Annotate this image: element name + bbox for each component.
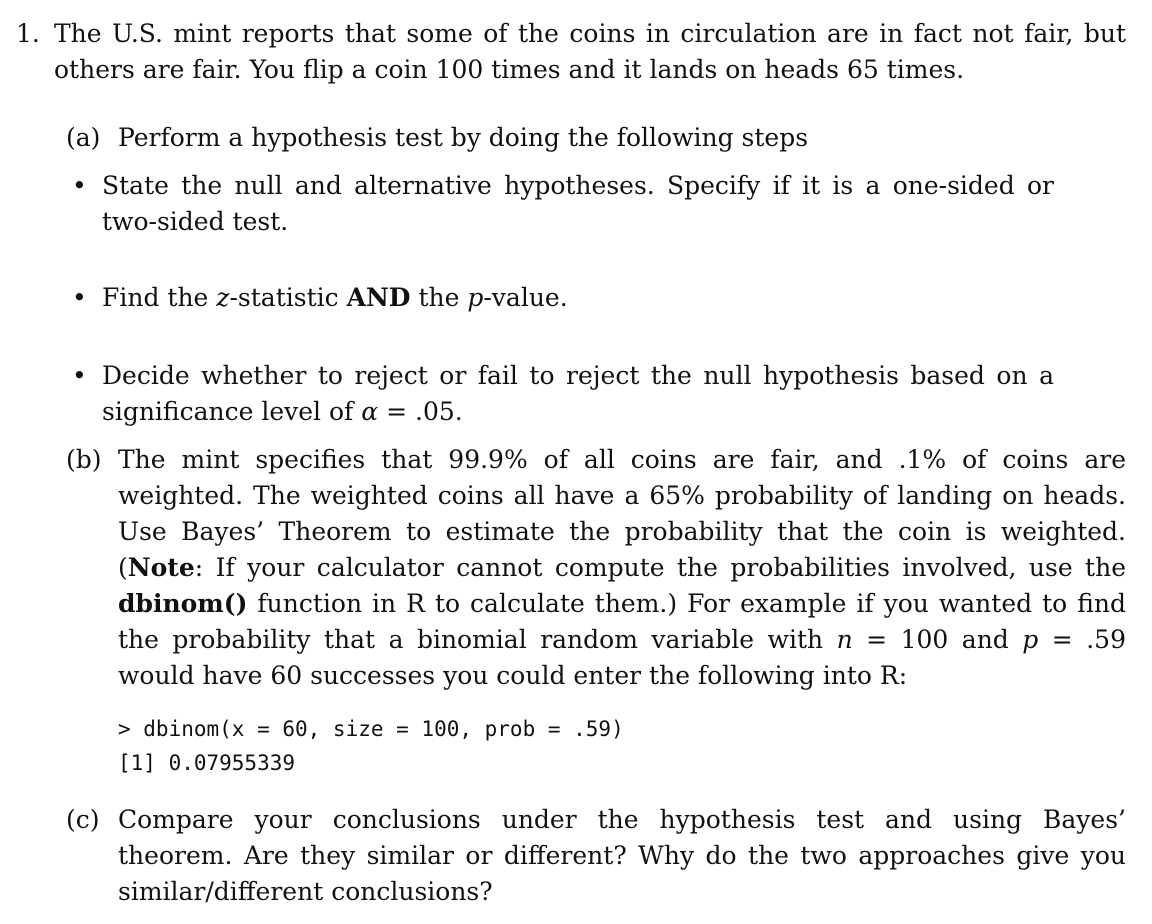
part-a-label: (a) <box>66 123 101 152</box>
math-var-p: p <box>1022 625 1039 654</box>
text-segment: = 100 and <box>852 625 1023 654</box>
text-segment: -value. <box>483 283 568 312</box>
text-segment: -statistic <box>229 283 347 312</box>
part-c <box>66 802 1126 910</box>
problem-intro: The U.S. mint reports that some of the coins in circulation are in fact not fair, but others are fair. You flip a coin 100 times and it lands on heads 65 times. <box>54 19 1126 84</box>
text-segment: The mint specifies that 99.9% of all coins are fair, and .1% of coins are weighted. The weighted coins all have a 65% probability of landing on heads. Use Bayes’ Theorem to estimate the probability that the coin is weighted. ( <box>118 445 1126 582</box>
problem-1 <box>16 16 1126 88</box>
bullet-text <box>102 280 1054 316</box>
text-segment: = .59 would have 60 successes you could enter the following into R: <box>118 625 1126 690</box>
bold-note: Note <box>127 553 195 582</box>
code-line-output: [1] 0.07955339 <box>118 751 296 775</box>
bullet-icon: • <box>72 171 87 200</box>
math-var-z: z <box>216 283 230 312</box>
text-segment: Find the <box>102 283 217 312</box>
part-c-text: Compare your conclusions under the hypothesis test and using Bayes’ theorem. Are they similar or different? Why do the two approaches give you similar/different conclusions? <box>118 805 1126 906</box>
text-segment: function in R to calculate them.) For example if you wanted to find the probability that a binomial random variable with <box>118 589 1126 654</box>
part-a <box>66 120 1126 156</box>
code-line-command: > dbinom(x = 60, size = 100, prob = .59) <box>118 717 624 741</box>
bullet-text: State the null and alternative hypotheses. Specify if it is a one-sided or two-sided test. <box>102 171 1054 236</box>
text-segment: Decide whether to reject or fail to reject the null hypothesis based on a significance level of <box>102 361 1054 426</box>
bullet-icon: • <box>72 283 87 312</box>
part-b <box>66 442 1126 694</box>
text-segment: = .05. <box>378 397 463 426</box>
part-b-text <box>118 442 1126 694</box>
bullet-icon: • <box>72 361 87 390</box>
math-var-p: p <box>467 283 484 312</box>
bold-dbinom: dbinom() <box>118 589 248 618</box>
bullet-decision <box>72 358 1054 430</box>
text-segment: the <box>410 283 468 312</box>
math-var-n: n <box>836 625 853 654</box>
part-a-intro: Perform a hypothesis test by doing the following steps <box>118 123 809 152</box>
bullet-statistic <box>72 280 1054 316</box>
r-code-block <box>118 712 1118 780</box>
bullet-text <box>102 358 1054 430</box>
text-segment: : If your calculator cannot compute the probabilities involved, use the <box>194 553 1126 582</box>
problem-number: 1. <box>16 19 40 48</box>
part-c-label: (c) <box>66 805 100 834</box>
part-b-label: (b) <box>66 445 102 474</box>
math-alpha: α <box>361 397 379 426</box>
bold-and: AND <box>346 283 411 312</box>
bullet-hypotheses <box>72 168 1054 240</box>
